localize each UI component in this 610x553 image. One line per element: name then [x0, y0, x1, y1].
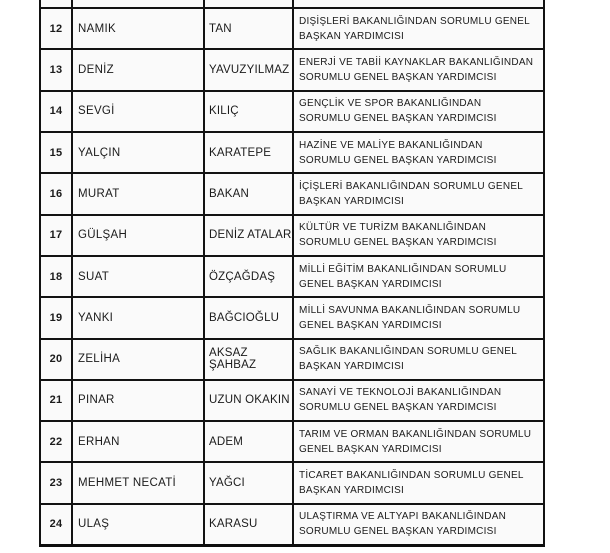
first-name-cell: NAMIK — [73, 9, 205, 48]
table-row — [41, 92, 543, 133]
role-cell: HAZİNE VE MALİYE BAKANLIĞINDAN SORUMLU GENEL BAŞKAN YARDIMCISI — [294, 133, 543, 172]
first-name-cell: GÜLŞAH — [73, 216, 205, 255]
first-name-cell: ERHAN — [73, 422, 205, 461]
row-number-cell: 17 — [41, 216, 73, 255]
row-number-cell: 20 — [41, 340, 73, 379]
row-number-cell: 13 — [41, 50, 73, 89]
first-name-cell: YANKI — [73, 298, 205, 337]
table-row — [41, 9, 543, 50]
row-number-cell: 21 — [41, 381, 73, 420]
row-number-cell: 23 — [41, 463, 73, 502]
first-name-cell: SUAT — [73, 257, 205, 296]
row-number-cell: 12 — [41, 9, 73, 48]
table-row — [41, 422, 543, 463]
table-row — [41, 298, 543, 339]
table-row — [41, 381, 543, 422]
role-cell: KÜLTÜR VE TURİZM BAKANLIĞINDAN SORUMLU GENEL BAŞKAN YARDIMCISI — [294, 216, 543, 255]
first-name-cell — [73, 0, 205, 7]
deputy-chairs-table — [39, 0, 545, 547]
row-number-cell: 14 — [41, 92, 73, 131]
first-name-cell: MEHMET NECATİ — [73, 463, 205, 502]
first-name-cell: YALÇIN — [73, 133, 205, 172]
row-number-cell — [41, 0, 73, 7]
last-name-cell: KILIÇ — [205, 92, 294, 131]
table-row — [41, 50, 543, 91]
last-name-cell: TAN — [205, 9, 294, 48]
first-name-cell: ULAŞ — [73, 505, 205, 544]
role-cell: İÇİŞLERİ BAKANLIĞINDAN SORUMLU GENEL BAŞKAN YARDIMCISI — [294, 174, 543, 213]
row-number-cell: 22 — [41, 422, 73, 461]
table-row — [41, 216, 543, 257]
first-name-cell: ZELİHA — [73, 340, 205, 379]
last-name-cell: BAĞCIOĞLU — [205, 298, 294, 337]
role-cell — [294, 0, 543, 7]
last-name-cell: BAKAN — [205, 174, 294, 213]
role-cell: SANAYİ VE TEKNOLOJİ BAKANLIĞINDAN SORUMLU GENEL BAŞKAN YARDIMCISI — [294, 381, 543, 420]
role-cell: ENERJİ VE TABİİ KAYNAKLAR BAKANLIĞINDAN SORUMLU GENEL BAŞKAN YARDIMCISI — [294, 50, 543, 89]
role-cell: SAĞLIK BAKANLIĞINDAN SORUMLU GENEL BAŞKAN YARDIMCISI — [294, 340, 543, 379]
row-number-cell: 15 — [41, 133, 73, 172]
table-row-partial — [41, 0, 543, 9]
table-row — [41, 257, 543, 298]
first-name-cell: DENİZ — [73, 50, 205, 89]
row-number-cell: 19 — [41, 298, 73, 337]
role-cell: DIŞİŞLERİ BAKANLIĞINDAN SORUMLU GENEL BAŞKAN YARDIMCISI — [294, 9, 543, 48]
role-cell: GENÇLİK VE SPOR BAKANLIĞINDAN SORUMLU GENEL BAŞKAN YARDIMCISI — [294, 92, 543, 131]
last-name-cell: YAVUZYILMAZ — [205, 50, 294, 89]
row-number-cell: 16 — [41, 174, 73, 213]
last-name-cell: KARASU — [205, 505, 294, 544]
table-row — [41, 463, 543, 504]
last-name-cell: ÖZÇAĞDAŞ — [205, 257, 294, 296]
first-name-cell: MURAT — [73, 174, 205, 213]
last-name-cell: UZUN OKAKIN — [205, 381, 294, 420]
first-name-cell: SEVGİ — [73, 92, 205, 131]
table-row — [41, 505, 543, 544]
row-number-cell: 24 — [41, 505, 73, 544]
role-cell: TİCARET BAKANLIĞINDAN SORUMLU GENEL BAŞKAN YARDIMCISI — [294, 463, 543, 502]
role-cell: MİLLİ EĞİTİM BAKANLIĞINDAN SORUMLU GENEL BAŞKAN YARDIMCISI — [294, 257, 543, 296]
last-name-cell: ADEM — [205, 422, 294, 461]
row-number-cell: 18 — [41, 257, 73, 296]
last-name-cell — [205, 0, 294, 7]
last-name-cell: KARATEPE — [205, 133, 294, 172]
table-row — [41, 340, 543, 381]
role-cell: TARIM VE ORMAN BAKANLIĞINDAN SORUMLU GENEL BAŞKAN YARDIMCISI — [294, 422, 543, 461]
role-cell: MİLLİ SAVUNMA BAKANLIĞINDAN SORUMLU GENEL BAŞKAN YARDIMCISI — [294, 298, 543, 337]
last-name-cell: YAĞCI — [205, 463, 294, 502]
last-name-cell: AKSAZ ŞAHBAZ — [205, 340, 294, 379]
role-cell: ULAŞTIRMA VE ALTYAPI BAKANLIĞINDAN SORUMLU GENEL BAŞKAN YARDIMCISI — [294, 505, 543, 544]
table-row — [41, 174, 543, 215]
first-name-cell: PINAR — [73, 381, 205, 420]
table-row — [41, 133, 543, 174]
last-name-cell: DENİZ ATALAR — [205, 216, 294, 255]
